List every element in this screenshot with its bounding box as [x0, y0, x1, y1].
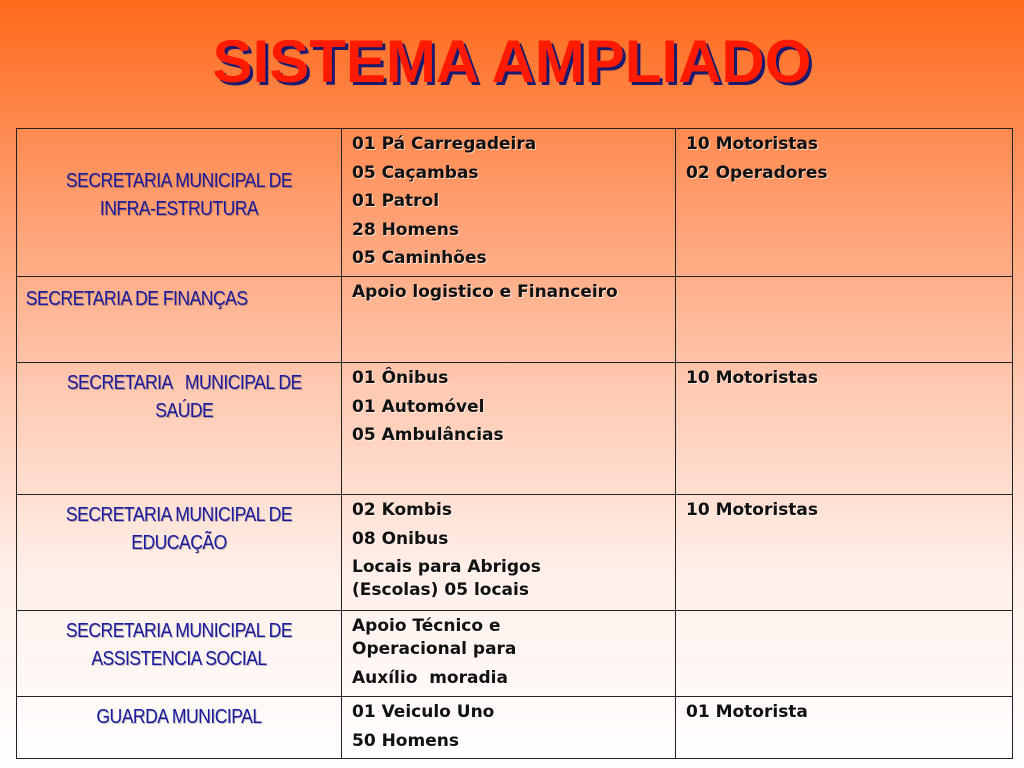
staff-item: 10 Motoristas — [686, 500, 819, 520]
resource-item: 02 Kombis — [352, 500, 452, 520]
resource-item: 01 Pá Carregadeira — [352, 134, 537, 154]
table-row — [17, 129, 1013, 277]
resources-cell — [342, 495, 676, 611]
resource-item: Auxílio moradia — [352, 667, 508, 688]
resource-item: Operacional para — [352, 639, 517, 659]
department-cell — [17, 611, 342, 697]
resource-item: 50 Homens — [352, 730, 459, 751]
department-line: SECRETARIA MUNICIPAL DE — [65, 504, 293, 526]
table-row — [17, 277, 1013, 363]
resource-item: Apoio logistico e Financeiro — [352, 282, 618, 302]
table-row — [17, 697, 1013, 759]
staff-cell — [676, 277, 1013, 363]
resource-item: 01 Patrol — [352, 191, 440, 211]
resource-item: Locais para Abrigos — [352, 557, 541, 577]
department-name — [36, 363, 321, 425]
staff-item: 01 Motorista — [686, 702, 808, 722]
department-cell — [17, 129, 342, 277]
department-cell — [17, 697, 342, 759]
department-cell — [17, 495, 342, 611]
staff-item: 02 Operadores — [686, 162, 828, 183]
staff-item: 10 Motoristas — [686, 368, 819, 388]
department-name — [36, 697, 321, 731]
resource-item: 05 Ambulâncias — [352, 425, 504, 445]
department-cell — [17, 363, 342, 495]
resources-cell — [342, 697, 676, 759]
table-row — [17, 363, 1013, 495]
table-row — [17, 611, 1013, 697]
resources-cell — [342, 363, 676, 495]
department-name — [17, 277, 302, 313]
resources-cell — [342, 129, 676, 277]
department-line: EDUCAÇÃO — [131, 532, 227, 554]
department-line: SECRETARIA MUNICIPAL DE — [65, 170, 293, 192]
resource-item: 05 Caçambas — [352, 162, 479, 183]
resource-item: 28 Homens — [352, 219, 459, 240]
resource-item: (Escolas) 05 locais — [352, 580, 529, 600]
department-line: SECRETARIA DE FINANÇAS — [25, 288, 248, 310]
department-line: GUARDA MUNICIPAL — [96, 706, 262, 728]
resources-cell — [342, 611, 676, 697]
resource-item: 01 Ônibus — [352, 368, 449, 388]
department-line: SAÚDE — [155, 400, 214, 422]
slide-title: SISTEMA AMPLIADO — [212, 28, 812, 95]
staff-cell — [676, 129, 1013, 277]
department-name — [36, 495, 321, 557]
department-line: ASSISTENCIA SOCIAL — [91, 648, 267, 670]
department-line: SECRETARIA MUNICIPAL DE — [65, 620, 293, 642]
staff-cell — [676, 611, 1013, 697]
staff-cell — [676, 363, 1013, 495]
department-name — [36, 611, 321, 673]
resource-item: 08 Onibus — [352, 528, 449, 549]
staff-cell — [676, 697, 1013, 759]
resource-item: Apoio Técnico e — [352, 616, 501, 636]
resources-table — [16, 128, 1013, 759]
resource-item: 05 Caminhões — [352, 248, 487, 268]
resource-item: 01 Automóvel — [352, 396, 485, 417]
resource-item: 01 Veiculo Uno — [352, 702, 495, 722]
staff-item: 10 Motoristas — [686, 134, 819, 154]
staff-cell — [676, 495, 1013, 611]
resources-cell — [342, 277, 676, 363]
table-row — [17, 495, 1013, 611]
department-name — [36, 129, 321, 223]
department-cell — [17, 277, 342, 363]
department-line: SECRETARIA MUNICIPAL DE — [66, 372, 302, 394]
department-line: INFRA-ESTRUTURA — [99, 198, 259, 220]
